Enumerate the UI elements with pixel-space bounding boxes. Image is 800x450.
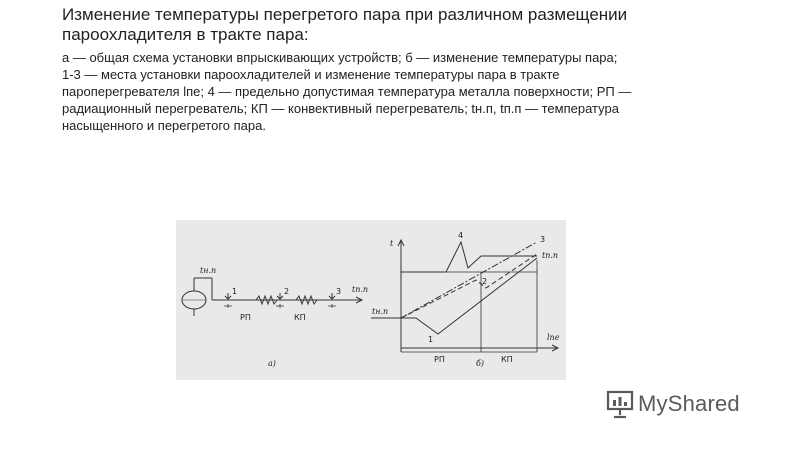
- b-label-tnp: tн.п: [372, 307, 389, 316]
- a-mark-3: 3: [336, 287, 342, 296]
- page-title: Изменение температуры перегретого пара при различном размещении пароохладителя в тракте пара:: [62, 5, 628, 44]
- a-mark-2: 2: [284, 287, 290, 296]
- graph-b: [371, 240, 558, 352]
- metal-limit-curve: [401, 242, 537, 272]
- a-label-tnp: tн.п: [200, 266, 217, 275]
- b-mark-3: 3: [540, 235, 546, 244]
- b-axis-l: lпе: [547, 333, 560, 342]
- curve-3: [401, 242, 537, 318]
- b-caption: б): [476, 359, 485, 368]
- figure-svg: [176, 220, 566, 380]
- curve-2: [401, 254, 537, 318]
- b-label-rp: РП: [434, 355, 445, 364]
- injector-2-icon: [277, 293, 283, 299]
- title-block: [62, 5, 752, 134]
- b-mark-4: 4: [458, 231, 464, 240]
- caption-line: а — общая схема установки впрыскивающих устройств; б — изменение температуры пара;: [62, 50, 618, 65]
- b-mark-1: 1: [428, 335, 434, 344]
- a-label-tpp: tп.п: [352, 285, 369, 294]
- a-caption: а): [268, 359, 276, 368]
- b-axis-t: t: [390, 239, 394, 248]
- curve-1: [371, 258, 537, 334]
- a-label-kp: КП: [294, 313, 306, 322]
- scanned-figure: [176, 220, 566, 380]
- caption-line: пароперегревателя lпе; 4 — предельно допустимая температура металла поверхности; РП —: [62, 84, 632, 99]
- b-mark-2: 2: [482, 277, 488, 286]
- presentation-board-icon: [606, 389, 634, 419]
- a-mark-1: 1: [232, 287, 238, 296]
- b-label-kp: КП: [501, 355, 513, 364]
- injector-1-icon: [225, 293, 231, 299]
- brand-logo[interactable]: [606, 388, 740, 420]
- b-label-tpp: tп.п: [542, 251, 559, 260]
- brand-name: MyShared: [638, 391, 740, 416]
- injector-3-icon: [329, 293, 335, 299]
- caption-line: 1-3 — места установки пароохладителей и изменение температуры пара в тракте: [62, 67, 560, 82]
- a-label-rp: РП: [240, 313, 251, 322]
- caption-line: насыщенного и перегретого пара.: [62, 118, 266, 133]
- schematic-a: [182, 278, 362, 316]
- caption-line: радиационный перегреватель; КП — конвективный перегреватель; tн.п, tп.п — температура: [62, 101, 619, 116]
- figure-caption: [62, 49, 752, 134]
